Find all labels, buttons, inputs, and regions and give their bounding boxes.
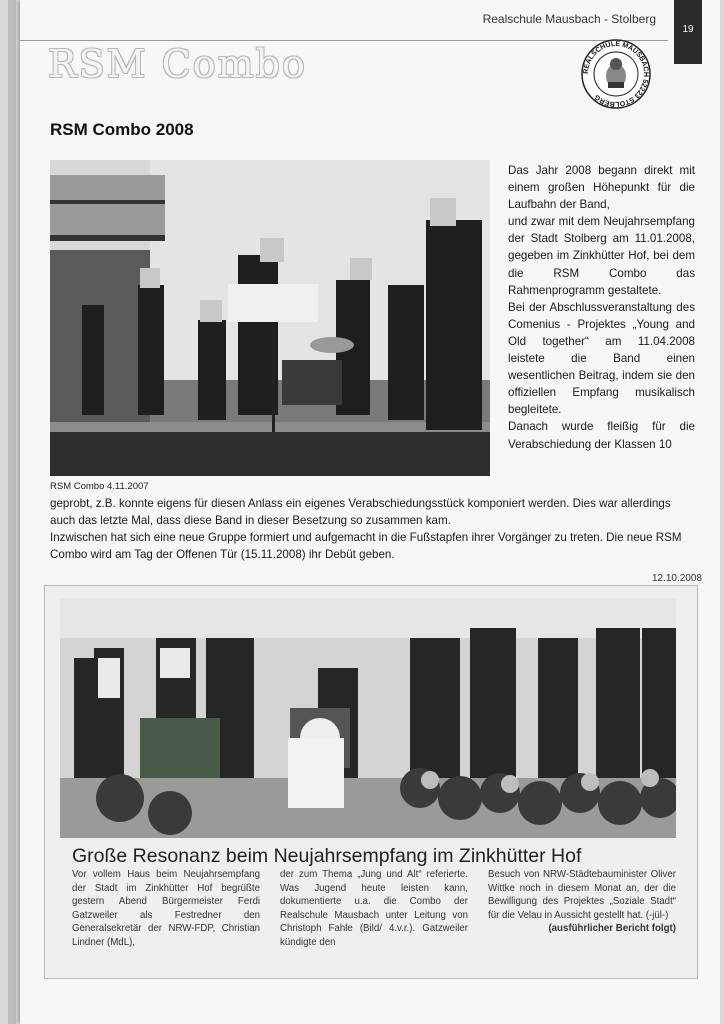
header-rule: [20, 40, 668, 41]
photo-caption: RSM Combo 4.11.2007: [50, 481, 149, 492]
more-note: (ausführlicher Bericht folgt): [548, 923, 676, 934]
watermark-title: RSM Combo: [48, 42, 307, 86]
clipping-column: der zum Thema „Jung und Alt“ referierte. Was Jugend heute leisten kann, dokumentierte u.a. die Combo der Realschule Mausbach unter Leitung von Christoph Fahle (Bild/ 4.v.r.). Gatzweiler kündigte den: [280, 869, 468, 948]
clipping-headline: Große Resonanz beim Neujahrsempfang im Zinkhütter Hof: [72, 845, 582, 867]
svg-text:REALSCHULE MAUSBACH 52223 STOL: REALSCHULE MAUSBACH 52223 STOLBERG: [582, 40, 650, 108]
page-number: 19: [674, 0, 702, 64]
school-name: Realschule Mausbach - Stolberg: [482, 12, 656, 26]
paragraph: geprobt, z.B. konnte eigens für diesen Anlass ein eigenes Verabschiedungsstück komponiert werden. Dies war allerdings auch das letzte Mal, dass diese Band in dieser Besetzung so zusammen kam.: [50, 497, 671, 528]
paragraph: Danach wurde fleißig für die Verabschiedung der Klassen 10: [508, 420, 695, 451]
paragraph: Bei der Abschlussveranstaltung des Comenius - Projektes „Young and Old together“ am 11.04.2008 leistete die Band einen wesentlichen Beitrag, indem sie den offiziellen Empfang musikalisch begleitete.: [508, 300, 695, 417]
article-wide-text: [50, 495, 695, 563]
book-spine: [8, 0, 16, 1024]
clipping-column: Vor vollem Haus beim Neujahrsempfang der Stadt im Zinkhütter Hof begrüßte gestern Abend Bürgermeister Ferdi Gatzweiler als Festredner den Generalsekretär der NRW-FDP, Christian Lindner (MdL),: [72, 869, 260, 948]
article-title: RSM Combo 2008: [50, 120, 194, 139]
school-seal-logo: [580, 38, 652, 110]
band-photo-2007: [50, 160, 490, 476]
concert-photo-2008: [60, 598, 676, 838]
article-column-text: [508, 162, 695, 453]
clipping-column: [488, 868, 676, 949]
paragraph: und zwar mit dem Neujahrsempfang der Stadt Stolberg am 11.01.2008, gegeben im Zinkhütter Hof, bei dem die RSM Combo das Rahmenprogramm gestaltete.: [508, 215, 695, 297]
clipping-columns: [72, 868, 676, 949]
paragraph: Inzwischen hat sich eine neue Gruppe formiert und aufgemacht in die Fußstapfen ihrer Vorgänger zu treten. Die neue RSM Combo wird am Tag der Offenen Tür (15.11.2008) ihr Debüt geben.: [50, 531, 682, 562]
page-header: [20, 0, 720, 40]
clipping-column-text: Besuch von NRW-Städtebauminister Oliver Wittke noch in diesem Monat an, der die Bewilligung des Projektes „Soziale Stadt“ für die Velau in Aussicht gestellt hat. (-jül-): [488, 869, 676, 921]
clipping-date: 12.10.2008: [651, 573, 702, 584]
paragraph: Das Jahr 2008 begann direkt mit einem großen Höhepunkt für die Laufbahn der Band,: [508, 164, 695, 212]
